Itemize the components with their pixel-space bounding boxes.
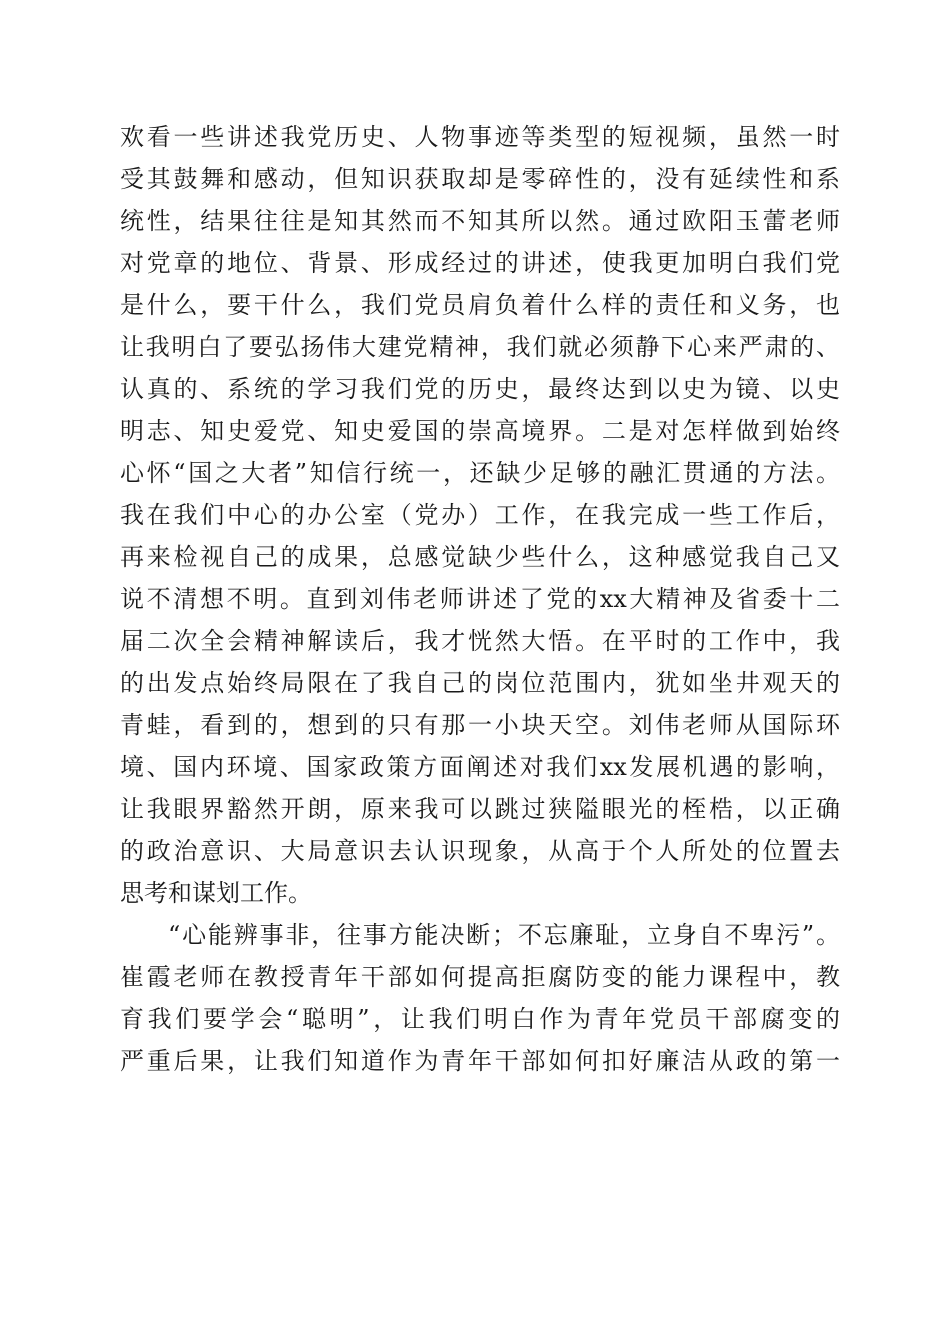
paragraph (120, 914, 840, 1082)
text-line: 再来检视自己的成果，总感觉缺少些什么，这种感觉我自己又 (120, 543, 840, 571)
text-line: 育我们要学会“聪明”，让我们明白作为青年党员干部腐变的 (120, 1005, 840, 1033)
text-line: 心怀“国之大者”知信行统一，还缺少足够的融汇贯通的方法。 (120, 459, 840, 487)
text-line: 的政治意识、大局意识去认识现象，从高于个人所处的位置去 (120, 837, 840, 865)
paragraph (120, 116, 840, 914)
text-line: 欢看一些讲述我党历史、人物事迹等类型的短视频，虽然一时 (120, 123, 840, 151)
text-line: 是什么，要干什么，我们党员肩负着什么样的责任和义务，也 (120, 291, 840, 319)
text-line: 让我眼界豁然开朗，原来我可以跳过狭隘眼光的桎梏，以正确 (120, 795, 840, 823)
text-line: 受其鼓舞和感动，但知识获取却是零碎性的，没有延续性和系 (120, 165, 840, 193)
text-line: 境、国内环境、国家政策方面阐述对我们xx发展机遇的影响， (120, 753, 840, 781)
text-line: 统性，结果往往是知其然而不知其所以然。通过欧阳玉蕾老师 (120, 207, 840, 235)
text-line: 思考和谋划工作。 (120, 879, 312, 907)
text-line: “心能辨事非，往事方能决断；不忘廉耻，立身自不卑污”。 (168, 921, 840, 949)
text-line: 严重后果，让我们知道作为青年干部如何扣好廉洁从政的第一 (120, 1047, 840, 1075)
text-line: 青蛙，看到的，想到的只有那一小块天空。刘伟老师从国际环 (120, 711, 840, 739)
text-line: 崔霞老师在教授青年干部如何提高拒腐防变的能力课程中，教 (120, 963, 840, 991)
text-line: 让我明白了要弘扬伟大建党精神，我们就必须静下心来严肃的、 (120, 333, 840, 361)
text-line: 对党章的地位、背景、形成经过的讲述，使我更加明白我们党 (120, 249, 840, 277)
text-line: 认真的、系统的学习我们党的历史，最终达到以史为镜、以史 (120, 375, 840, 403)
text-line: 届二次全会精神解读后，我才恍然大悟。在平时的工作中，我 (120, 627, 840, 655)
text-line: 说不清想不明。直到刘伟老师讲述了党的xx大精神及省委十二 (120, 585, 840, 613)
text-line: 明志、知史爱党、知史爱国的崇高境界。二是对怎样做到始终 (120, 417, 840, 445)
text-line: 的出发点始终局限在了我自己的岗位范围内，犹如坐井观天的 (120, 669, 840, 697)
document-body (120, 116, 840, 1082)
text-line: 我在我们中心的办公室（党办）工作，在我完成一些工作后， (120, 501, 840, 529)
